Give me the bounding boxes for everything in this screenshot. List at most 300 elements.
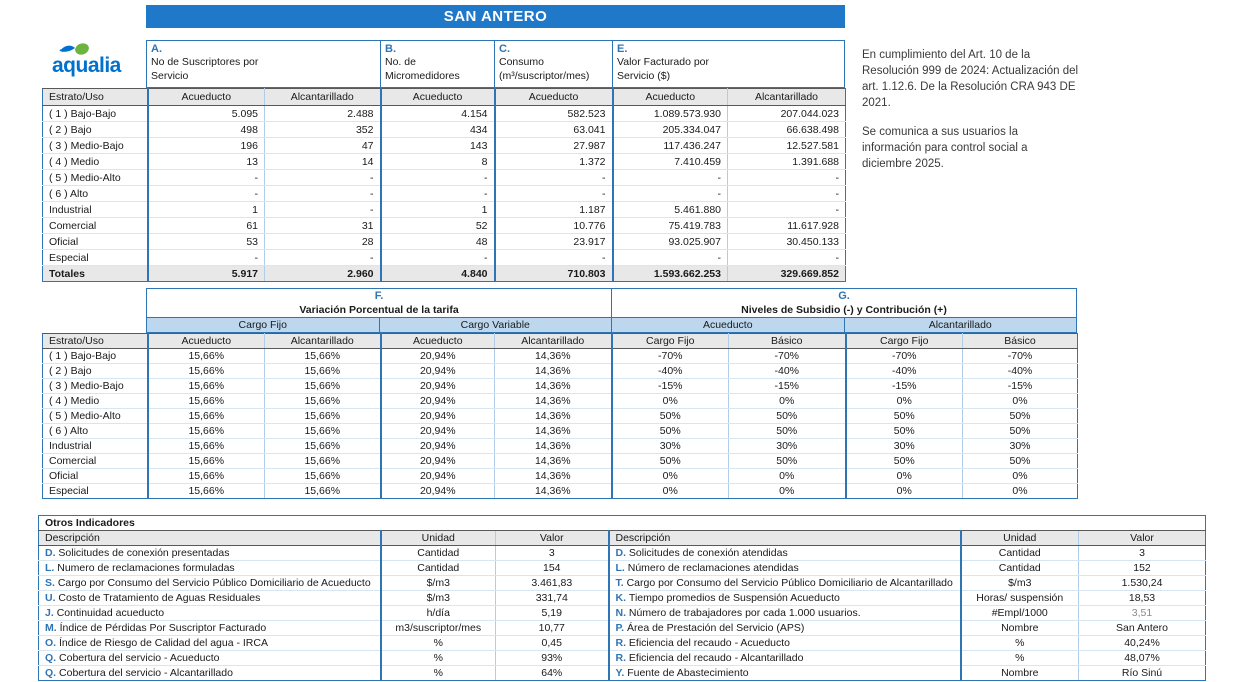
value-cell: 196 <box>148 138 265 154</box>
value-cell: - <box>495 170 613 186</box>
value-cell: - <box>495 250 613 266</box>
indicator-unit: $/m3 <box>381 591 496 606</box>
totals-value: 1.593.662.253 <box>613 266 728 282</box>
value-cell: 582.523 <box>495 106 613 122</box>
value-cell: 14,36% <box>495 454 612 469</box>
indicator-value: 1.530,24 <box>1079 576 1206 591</box>
row-label: ( 2 ) Bajo <box>43 122 148 138</box>
indicator-unit: Cantidad <box>961 546 1079 561</box>
value-cell: 15,66% <box>265 454 381 469</box>
value-cell: 205.334.047 <box>613 122 728 138</box>
table-row <box>43 170 846 186</box>
value-cell: -15% <box>963 379 1078 394</box>
table-row <box>43 154 846 170</box>
indicator-row <box>39 561 1206 576</box>
section-label: No. de Micromedidores <box>385 56 460 82</box>
value-cell: 15,66% <box>265 409 381 424</box>
value-cell: -40% <box>729 364 846 379</box>
value-cell: - <box>265 186 381 202</box>
value-cell: 14,36% <box>495 439 612 454</box>
value-cell: 20,94% <box>381 424 495 439</box>
value-cell: 50% <box>846 409 963 424</box>
value-cell: 50% <box>612 424 729 439</box>
value-cell: 117.436.247 <box>613 138 728 154</box>
row-label: ( 1 ) Bajo-Bajo <box>43 106 148 122</box>
group-g-header <box>611 289 1076 317</box>
value-cell: 0% <box>963 469 1078 484</box>
table-row <box>43 394 1078 409</box>
row-label: Comercial <box>43 218 148 234</box>
value-cell: 50% <box>612 454 729 469</box>
value-cell: 15,66% <box>265 379 381 394</box>
column-header: Acueducto <box>148 89 265 106</box>
column-header: Acueducto <box>381 334 495 349</box>
value-cell: 1.391.688 <box>728 154 846 170</box>
value-cell: 50% <box>963 454 1078 469</box>
group-f-header <box>147 289 611 317</box>
totals-value: 4.840 <box>381 266 495 282</box>
value-cell: - <box>148 186 265 202</box>
column-header: Alcantarillado <box>495 334 612 349</box>
value-cell: 498 <box>148 122 265 138</box>
table-row <box>43 409 1078 424</box>
value-cell: 1.372 <box>495 154 613 170</box>
value-cell: 50% <box>612 409 729 424</box>
table1-body <box>43 89 846 282</box>
value-cell: 75.419.783 <box>613 218 728 234</box>
value-cell: 0% <box>963 484 1078 499</box>
value-cell: 20,94% <box>381 349 495 364</box>
value-cell: 0% <box>729 469 846 484</box>
indicator-letter: M. <box>45 622 60 634</box>
totals-value: 5.917 <box>148 266 265 282</box>
value-cell: 0% <box>729 484 846 499</box>
column-header: Acueducto <box>148 334 265 349</box>
indicator-letter: J. <box>45 607 57 619</box>
value-cell: - <box>728 202 846 218</box>
table-row <box>43 484 1078 499</box>
row-header-label: Estrato/Uso <box>43 334 148 349</box>
indicator-row <box>39 546 1206 561</box>
indicator-unit: Nombre <box>961 666 1079 681</box>
column-header: Acueducto <box>613 89 728 106</box>
section-letter: C. <box>499 43 510 55</box>
value-cell: 14,36% <box>495 349 612 364</box>
group-letter: F. <box>374 290 384 302</box>
value-cell: 20,94% <box>381 394 495 409</box>
section-label: No de Suscriptores por Servicio <box>151 56 259 82</box>
column-header: Cargo Fijo <box>846 334 963 349</box>
row-label: ( 6 ) Alto <box>43 424 148 439</box>
value-cell: 14 <box>265 154 381 170</box>
indicator-description: N. Número de trabajadores por cada 1.000 usuarios. <box>609 606 961 621</box>
notice-paragraph-1: En cumplimiento del Art. 10 de la Resolución 999 de 2024: Actualización del art. 1.12.6. De la Resolución CRA 943 DE 2021. <box>862 49 1079 109</box>
value-cell: - <box>613 186 728 202</box>
row-label: ( 3 ) Medio-Bajo <box>43 138 148 154</box>
value-cell: 10.776 <box>495 218 613 234</box>
value-cell: 23.917 <box>495 234 613 250</box>
value-cell: 31 <box>265 218 381 234</box>
column-header: Descripción <box>39 531 381 546</box>
indicator-value: 0,45 <box>496 636 609 651</box>
indicator-row <box>39 576 1206 591</box>
indicator-row <box>39 651 1206 666</box>
value-cell: 15,66% <box>148 424 265 439</box>
value-cell: 15,66% <box>148 364 265 379</box>
indicator-unit: Cantidad <box>381 561 496 576</box>
value-cell: 61 <box>148 218 265 234</box>
notice-paragraph-2: Se comunica a sus usuarios la información para control social a diciembre 2025. <box>862 126 1028 171</box>
value-cell: 48 <box>381 234 495 250</box>
table1-section-headers <box>146 40 845 88</box>
value-cell: 15,66% <box>148 484 265 499</box>
indicator-description: R. Eficiencia del recaudo - Alcantarillado <box>609 651 961 666</box>
value-cell: 66.638.498 <box>728 122 846 138</box>
value-cell: 30% <box>963 439 1078 454</box>
value-cell: 0% <box>846 394 963 409</box>
value-cell: 0% <box>612 469 729 484</box>
value-cell: - <box>265 250 381 266</box>
value-cell: -40% <box>963 364 1078 379</box>
indicator-unit: Nombre <box>961 621 1079 636</box>
value-cell: 0% <box>846 484 963 499</box>
table-row <box>43 202 846 218</box>
table-row <box>43 218 846 234</box>
value-cell: - <box>728 250 846 266</box>
indicator-description: O. Índice de Riesgo de Calidad del agua - IRCA <box>39 636 381 651</box>
section-label: Consumo (m³/suscriptor/mes) <box>499 56 590 82</box>
indicator-value: Río Sinú <box>1079 666 1206 681</box>
value-cell: 15,66% <box>265 394 381 409</box>
indicator-description: R. Eficiencia del recaudo - Acueducto <box>609 636 961 651</box>
indicator-description: S. Cargo por Consumo del Servicio Público Domiciliario de Acueducto <box>39 576 381 591</box>
value-cell: -15% <box>729 379 846 394</box>
indicator-unit: % <box>381 651 496 666</box>
table2-column-header-row <box>43 334 1078 349</box>
value-cell: - <box>613 250 728 266</box>
value-cell: 15,66% <box>148 469 265 484</box>
indicator-row <box>39 606 1206 621</box>
subgroup-header: Cargo Variable <box>379 318 612 332</box>
indicator-letter: D. <box>45 547 59 559</box>
table3-column-header-row <box>39 531 1206 546</box>
value-cell: 1 <box>381 202 495 218</box>
value-cell: 53 <box>148 234 265 250</box>
value-cell: - <box>148 170 265 186</box>
indicator-value: 331,74 <box>496 591 609 606</box>
indicator-unit: $/m3 <box>381 576 496 591</box>
value-cell: - <box>148 250 265 266</box>
table-row <box>43 424 1078 439</box>
totals-value: 2.960 <box>265 266 381 282</box>
value-cell: 15,66% <box>265 484 381 499</box>
value-cell: 13 <box>148 154 265 170</box>
value-cell: 20,94% <box>381 439 495 454</box>
value-cell: 50% <box>963 409 1078 424</box>
row-label: ( 2 ) Bajo <box>43 364 148 379</box>
value-cell: 15,66% <box>148 439 265 454</box>
column-header: Descripción <box>609 531 961 546</box>
indicator-value: 93% <box>496 651 609 666</box>
value-cell: 15,66% <box>148 379 265 394</box>
column-header: Alcantarillado <box>728 89 846 106</box>
table-row <box>43 439 1078 454</box>
row-label: Oficial <box>43 469 148 484</box>
value-cell: 50% <box>846 454 963 469</box>
indicator-row <box>39 621 1206 636</box>
totals-row <box>43 266 846 282</box>
value-cell: 14,36% <box>495 484 612 499</box>
row-label: Industrial <box>43 202 148 218</box>
section-b-header <box>380 41 494 87</box>
column-header: Valor <box>496 531 609 546</box>
column-header: Alcantarillado <box>265 334 381 349</box>
value-cell: 14,36% <box>495 409 612 424</box>
indicator-value: 3.461,83 <box>496 576 609 591</box>
value-cell: -15% <box>612 379 729 394</box>
indicator-letter: R. <box>615 652 629 664</box>
value-cell: 2.488 <box>265 106 381 122</box>
indicator-value: 48,07% <box>1079 651 1206 666</box>
value-cell: -70% <box>612 349 729 364</box>
table3-body <box>39 516 1206 681</box>
indicator-unit: #Empl/1000 <box>961 606 1079 621</box>
value-cell: 15,66% <box>265 364 381 379</box>
value-cell: 0% <box>963 394 1078 409</box>
value-cell: 352 <box>265 122 381 138</box>
table2-group-headers <box>146 288 1077 318</box>
value-cell: 30% <box>612 439 729 454</box>
value-cell: 50% <box>846 424 963 439</box>
table-row <box>43 138 846 154</box>
indicator-value: 3,51 <box>1079 606 1206 621</box>
value-cell: 20,94% <box>381 454 495 469</box>
indicator-letter: S. <box>45 577 58 589</box>
indicator-description: L. Numero de reclamaciones formuladas <box>39 561 381 576</box>
value-cell: 20,94% <box>381 469 495 484</box>
indicator-description: Q. Cobertura del servicio - Acueducto <box>39 651 381 666</box>
section-label: Valor Facturado por Servicio ($) <box>617 56 710 82</box>
value-cell: - <box>728 186 846 202</box>
value-cell: 11.617.928 <box>728 218 846 234</box>
regulatory-notice <box>862 48 1080 187</box>
indicator-value: 18,53 <box>1079 591 1206 606</box>
value-cell: 15,66% <box>148 409 265 424</box>
value-cell: 28 <box>265 234 381 250</box>
indicator-description: M. Índice de Pérdidas Por Suscriptor Facturado <box>39 621 381 636</box>
column-header: Cargo Fijo <box>612 334 729 349</box>
value-cell: -70% <box>963 349 1078 364</box>
table-row <box>43 122 846 138</box>
value-cell: 434 <box>381 122 495 138</box>
value-cell: 20,94% <box>381 364 495 379</box>
column-header: Acueducto <box>495 89 613 106</box>
indicator-unit: Cantidad <box>381 546 496 561</box>
column-header: Básico <box>963 334 1078 349</box>
value-cell: - <box>728 170 846 186</box>
table-row <box>43 454 1078 469</box>
value-cell: 1.187 <box>495 202 613 218</box>
column-header: Unidad <box>381 531 496 546</box>
indicator-value: 3 <box>1079 546 1206 561</box>
value-cell: 93.025.907 <box>613 234 728 250</box>
indicator-letter: R. <box>615 637 629 649</box>
value-cell: - <box>381 250 495 266</box>
indicator-letter: Q. <box>45 652 60 664</box>
section-a-header <box>147 41 380 87</box>
value-cell: 0% <box>612 394 729 409</box>
value-cell: 15,66% <box>148 454 265 469</box>
indicator-letter: P. <box>615 622 627 634</box>
indicator-letter: Q. <box>45 667 60 679</box>
totals-label: Totales <box>43 266 148 282</box>
section-letter: E. <box>617 43 628 55</box>
indicator-value: 152 <box>1079 561 1206 576</box>
indicator-value: 10,77 <box>496 621 609 636</box>
value-cell: 50% <box>729 409 846 424</box>
row-label: ( 6 ) Alto <box>43 186 148 202</box>
table2-subgroup-headers <box>146 318 1077 333</box>
row-label: Oficial <box>43 234 148 250</box>
value-cell: 50% <box>729 454 846 469</box>
column-header: Acueducto <box>381 89 495 106</box>
value-cell: 1.089.573.930 <box>613 106 728 122</box>
row-label: Especial <box>43 484 148 499</box>
value-cell: 8 <box>381 154 495 170</box>
indicator-letter: N. <box>615 607 629 619</box>
subgroup-header: Alcantarillado <box>844 318 1077 332</box>
value-cell: -15% <box>846 379 963 394</box>
indicator-description: T. Cargo por Consumo del Servicio Público Domiciliario de Alcantarillado <box>609 576 961 591</box>
indicator-description: L. Número de reclamaciones atendidas <box>609 561 961 576</box>
indicator-value: 154 <box>496 561 609 576</box>
table-row <box>43 349 1078 364</box>
subgroup-header: Acueducto <box>611 318 844 332</box>
value-cell: 20,94% <box>381 409 495 424</box>
row-header-label: Estrato/Uso <box>43 89 148 106</box>
indicator-value: San Antero <box>1079 621 1206 636</box>
value-cell: 20,94% <box>381 484 495 499</box>
row-label: ( 5 ) Medio-Alto <box>43 170 148 186</box>
value-cell: 0% <box>612 484 729 499</box>
indicator-description: Q. Cobertura del servicio - Alcantarillado <box>39 666 381 681</box>
value-cell: - <box>495 186 613 202</box>
indicator-unit: h/día <box>381 606 496 621</box>
indicator-value: 3 <box>496 546 609 561</box>
value-cell: 15,66% <box>265 439 381 454</box>
value-cell: 14,36% <box>495 469 612 484</box>
indicator-description: Y. Fuente de Abastecimiento <box>609 666 961 681</box>
section-e-header <box>612 41 844 87</box>
row-label: Industrial <box>43 439 148 454</box>
value-cell: - <box>265 170 381 186</box>
indicator-description: P. Área de Prestación del Servicio (APS) <box>609 621 961 636</box>
row-label: Comercial <box>43 454 148 469</box>
value-cell: 52 <box>381 218 495 234</box>
value-cell: -40% <box>612 364 729 379</box>
column-header: Básico <box>729 334 846 349</box>
section-letter: A. <box>151 43 162 55</box>
indicator-description: J. Continuidad acueducto <box>39 606 381 621</box>
value-cell: 20,94% <box>381 379 495 394</box>
value-cell: 50% <box>963 424 1078 439</box>
row-label: ( 3 ) Medio-Bajo <box>43 379 148 394</box>
value-cell: 30.450.133 <box>728 234 846 250</box>
tariff-subsidy-table <box>42 333 1078 499</box>
indicator-letter: K. <box>615 592 629 604</box>
indicator-description: K. Tiempo promedios de Suspensión Acueducto <box>609 591 961 606</box>
column-header: Valor <box>1079 531 1206 546</box>
value-cell: - <box>381 186 495 202</box>
value-cell: 30% <box>846 439 963 454</box>
indicator-unit: $/m3 <box>961 576 1079 591</box>
indicator-unit: Cantidad <box>961 561 1079 576</box>
value-cell: 14,36% <box>495 364 612 379</box>
value-cell: 7.410.459 <box>613 154 728 170</box>
indicator-unit: % <box>381 666 496 681</box>
indicator-description: D. Solicitudes de conexión presentadas <box>39 546 381 561</box>
page-title: SAN ANTERO <box>146 5 845 28</box>
value-cell: 50% <box>729 424 846 439</box>
value-cell: 14,36% <box>495 394 612 409</box>
table-row <box>43 379 1078 394</box>
value-cell: 30% <box>729 439 846 454</box>
section-letter: B. <box>385 43 396 55</box>
value-cell: - <box>613 170 728 186</box>
value-cell: 15,66% <box>265 349 381 364</box>
brand-name: aqualia <box>52 54 121 77</box>
indicator-description: D. Solicitudes de conexión atendidas <box>609 546 961 561</box>
value-cell: 143 <box>381 138 495 154</box>
indicator-unit: % <box>961 651 1079 666</box>
group-letter: G. <box>838 290 850 302</box>
indicator-letter: D. <box>615 547 629 559</box>
value-cell: 47 <box>265 138 381 154</box>
other-indicators-table <box>38 515 1206 681</box>
table-row <box>43 234 846 250</box>
column-header: Alcantarillado <box>265 89 381 106</box>
value-cell: 15,66% <box>265 424 381 439</box>
value-cell: 15,66% <box>148 394 265 409</box>
indicator-letter: T. <box>615 577 627 589</box>
table1-column-header-row <box>43 89 846 106</box>
value-cell: 14,36% <box>495 424 612 439</box>
value-cell: 14,36% <box>495 379 612 394</box>
value-cell: 15,66% <box>148 349 265 364</box>
indicator-row <box>39 666 1206 681</box>
indicator-value: 40,24% <box>1079 636 1206 651</box>
group-label: Niveles de Subsidio (-) y Contribución (+) <box>741 304 947 316</box>
indicator-unit: Horas/ suspensión <box>961 591 1079 606</box>
value-cell: 63.041 <box>495 122 613 138</box>
indicator-unit: m3/suscriptor/mes <box>381 621 496 636</box>
row-label: ( 4 ) Medio <box>43 154 148 170</box>
row-label: ( 5 ) Medio-Alto <box>43 409 148 424</box>
indicator-value: 64% <box>496 666 609 681</box>
table-row <box>43 106 846 122</box>
subscribers-table <box>42 88 846 282</box>
indicator-letter: Y. <box>615 667 628 679</box>
indicator-row <box>39 591 1206 606</box>
indicator-letter: L. <box>615 562 628 574</box>
value-cell: 1 <box>148 202 265 218</box>
table3-title-row <box>39 516 1206 531</box>
column-header: Unidad <box>961 531 1079 546</box>
table-row <box>43 469 1078 484</box>
row-label: ( 1 ) Bajo-Bajo <box>43 349 148 364</box>
section-c-header <box>494 41 612 87</box>
indicator-value: 5,19 <box>496 606 609 621</box>
